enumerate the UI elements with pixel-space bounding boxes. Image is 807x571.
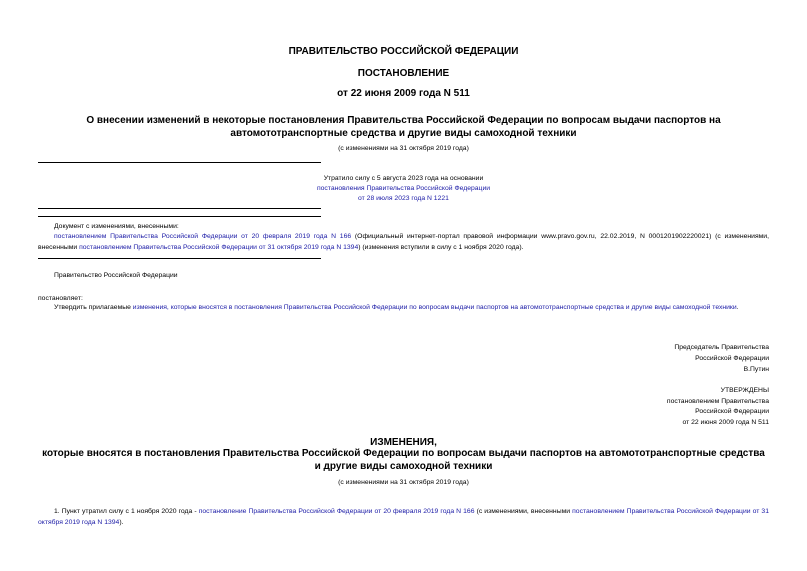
document-date-number: от 22 июня 2009 года N 511 [337, 88, 470, 99]
issuer: Правительство Российской Федерации [54, 272, 178, 279]
signature-name: В.Путин [743, 366, 769, 373]
amendments-text [38, 231, 769, 253]
signature-title: Председатель Правительства [674, 344, 769, 351]
approve-suffix: . [736, 304, 739, 311]
item1-prefix: 1. Пункт утратил силу с 1 ноября 2020 года - [54, 508, 199, 515]
approve-link[interactable]: изменения, которые вносятся в постановления Правительства Российской Федерации по вопросам выдачи паспортов на автомототранспортные средства и другие виды самоходной техники [132, 304, 737, 311]
amendment-link-166[interactable]: постановлением Правительства Российской Федерации от 20 февраля 2019 года N 166 [54, 233, 352, 240]
approved-country: Российской Федерации [695, 408, 769, 415]
changes-heading: ИЗМЕНЕНИЯ, [370, 437, 437, 448]
approve-prefix: Утвердить прилагаемые [54, 304, 133, 311]
document-title: О внесении изменений в некоторые постановления Правительства Российской Федерации по вопросам выдачи паспортов на автомототранспортные средства и другие виды самоходной техники [86, 115, 721, 139]
amendment-text-2: ) (изменения вступили в силу с 1 ноября 2020 года). [358, 244, 524, 251]
amendment-text-1: (Официальный интернет-портал правовой информации www.pravo.gov.ru, 22.02.2019, N 0001201902220021) (с изменениями, внесенными [38, 233, 769, 251]
document-type: ПОСТАНОВЛЕНИЕ [357, 68, 450, 79]
approved-date: от 22 июня 2009 года N 511 [682, 419, 769, 426]
revision-note: (с изменениями на 31 октября 2019 года) [338, 145, 469, 152]
government-heading: ПРАВИТЕЛЬСТВО РОССИЙСКОЙ ФЕДЕРАЦИИ [288, 46, 519, 57]
invalidation-link-line1[interactable]: постановления Правительства Российской Федерации [316, 185, 491, 192]
approved-by: постановлением Правительства [666, 398, 769, 405]
resolves: постановляет: [38, 295, 83, 302]
changes-revision-note: (с изменениями на 31 октября 2019 года) [338, 479, 469, 486]
divider [38, 208, 321, 209]
item1-link-166[interactable]: постановление Правительства Российской Федерации от 20 февраля 2019 года N 166 [198, 508, 475, 515]
approve-paragraph [38, 302, 769, 313]
changes-item-1 [38, 506, 769, 528]
signature-country: Российской Федерации [695, 355, 769, 362]
invalidation-text: Утратило силу с 5 августа 2023 года на основании [323, 175, 484, 182]
approved-heading: УТВЕРЖДЕНЫ [720, 387, 769, 394]
invalidation-link-line2[interactable]: от 28 июля 2023 года N 1221 [358, 195, 449, 202]
item1-mid: (с изменениями, внесенными [474, 508, 573, 515]
item1-link-1394[interactable]: постановлением Правительства Российской Федерации от 31 октября 2019 года N 1394 [38, 508, 769, 526]
divider [38, 216, 321, 217]
item1-suffix: ). [119, 519, 124, 526]
changes-subheading: которые вносятся в постановления Правительства Российской Федерации по вопросам выдачи паспортов на автомототранспортные средства и другие виды самоходной техники [42, 448, 765, 472]
amendment-link-1394[interactable]: постановлением Правительства Российской Федерации от 31 октября 2019 года N 1394 [79, 244, 359, 251]
amendments-lead: Документ с изменениями, внесенными: [54, 223, 179, 230]
divider [38, 258, 321, 259]
divider [38, 162, 321, 163]
